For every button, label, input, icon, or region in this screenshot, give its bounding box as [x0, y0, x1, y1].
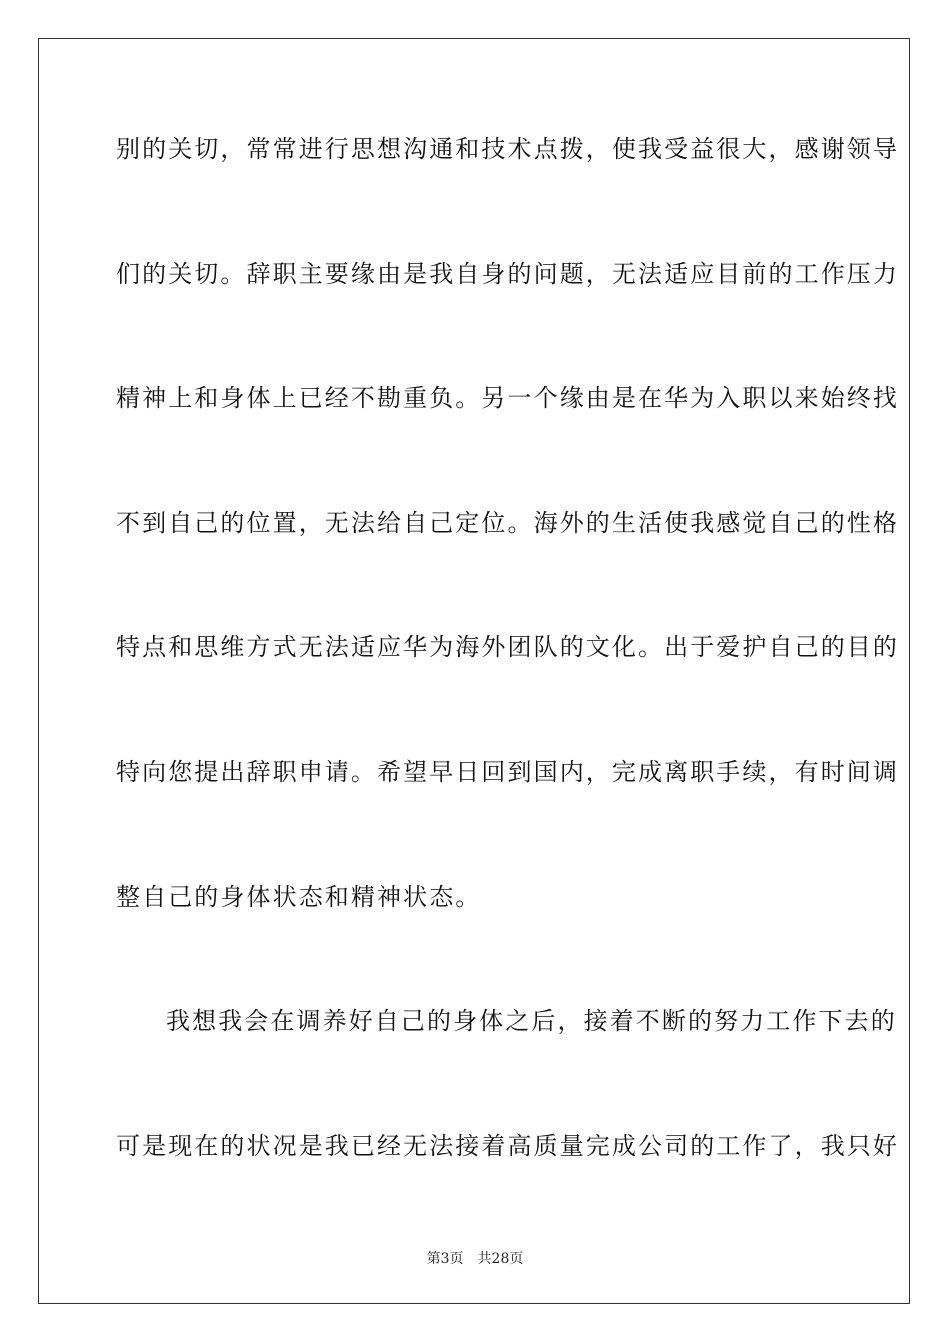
page-number: 第3页	[426, 1251, 464, 1267]
text-line-6: 特向您提出辞职申请。希望早日回到国内，完成离职手续，有时间调	[116, 757, 899, 786]
document-body	[116, 118, 899, 1239]
text-line-2: 们的关切。辞职主要缘由是我自身的问题，无法适应目前的工作压力	[116, 259, 899, 288]
text-line-5: 特点和思维方式无法适应华为海外团队的文化。出于爱护自己的目的	[116, 633, 899, 662]
text-line-7: 整自己的身体状态和精神状态。	[116, 882, 482, 911]
text-line-9: 可是现在的状况是我已经无法接着高质量完成公司的工作了，我只好	[116, 1131, 899, 1160]
page-footer	[0, 1248, 950, 1268]
total-pages: 共28页	[477, 1251, 524, 1267]
text-line-1: 别的关切，常常进行思想沟通和技术点拨，使我受益很大，感谢领导	[116, 135, 899, 163]
text-line-4: 不到自己的位置，无法给自己定位。海外的生活使我感觉自己的性格	[116, 508, 899, 537]
text-line-8: 我想我会在调养好自己的身体之后，接着不断的努力工作下去的	[166, 1007, 897, 1036]
text-line-3: 精神上和身体上已经不勘重负。另一个缘由是在华为入职以来始终找	[116, 384, 899, 413]
